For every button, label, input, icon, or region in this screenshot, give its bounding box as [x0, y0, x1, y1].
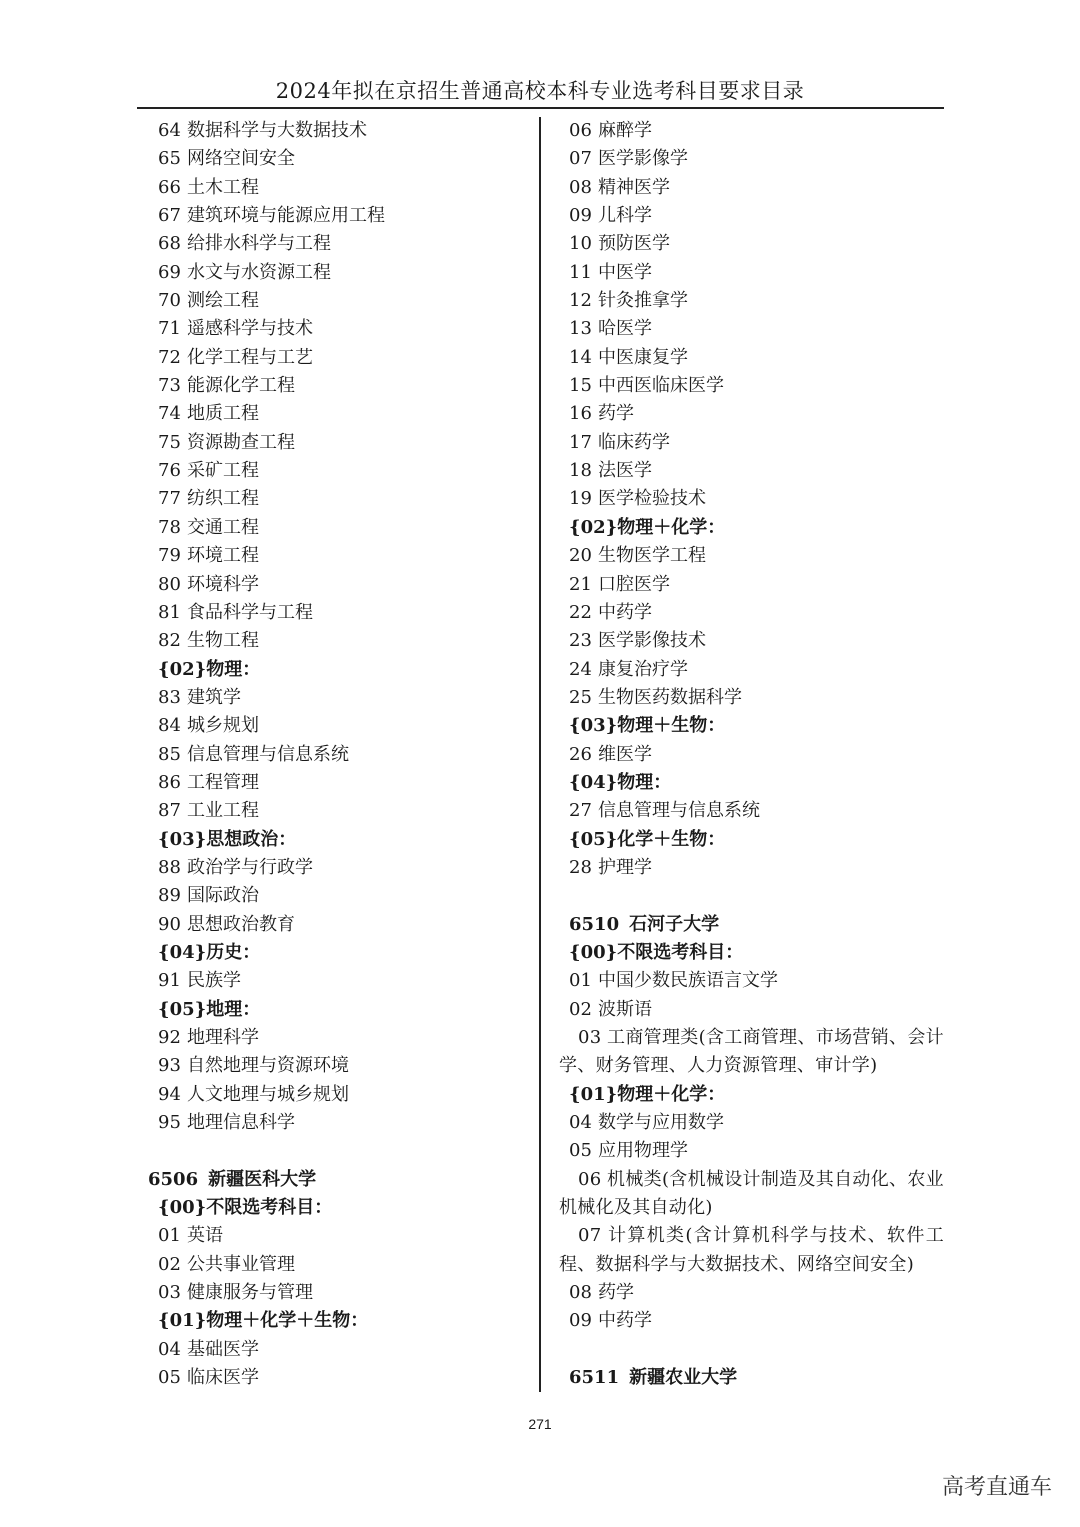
item-number: 73 [158, 375, 181, 397]
item-name: 城乡规划 [187, 715, 259, 737]
list-item [559, 854, 944, 882]
item-list [559, 797, 944, 825]
list-item [559, 1137, 944, 1165]
item-name: 建筑学 [187, 686, 241, 708]
item-name: 临床医学 [187, 1367, 259, 1389]
item-name: 地理信息科学 [187, 1112, 295, 1134]
list-item-wrapped [559, 1222, 944, 1279]
item-number: 78 [158, 516, 181, 538]
list-item [559, 1307, 944, 1335]
list-item [148, 882, 533, 910]
item-number: 13 [569, 318, 592, 340]
item-number: 65 [158, 148, 181, 170]
header-rule [137, 107, 944, 109]
item-name: 生物医药数据科学 [598, 686, 742, 708]
list-item [559, 684, 944, 712]
category-heading: {02}物理： [158, 658, 261, 680]
list-item [148, 174, 533, 202]
list-item [148, 542, 533, 570]
item-number: 79 [158, 545, 181, 567]
item-number: 11 [569, 261, 592, 283]
item-number: 08 [569, 1282, 592, 1304]
list-item [148, 287, 533, 315]
category-heading: {03}物理＋生物： [569, 715, 726, 737]
list-item [559, 400, 944, 428]
item-list [559, 967, 944, 1024]
list-item [559, 372, 944, 400]
item-name: 波斯语 [598, 998, 652, 1020]
item-number: 28 [569, 856, 592, 878]
category-heading: {05}地理： [158, 998, 261, 1020]
item-name: 中药学 [598, 601, 652, 623]
list-item [559, 315, 944, 343]
item-number: 93 [158, 1055, 181, 1077]
item-number: 15 [569, 375, 592, 397]
item-name: 数据科学与大数据技术 [187, 120, 367, 141]
item-name: 中医康复学 [598, 346, 688, 368]
school-code: 6511 [569, 1367, 620, 1389]
list-item [148, 1024, 533, 1052]
list-item [559, 117, 944, 145]
list-item [148, 967, 533, 995]
item-name: 环境科学 [187, 573, 259, 595]
item-name: 中医学 [598, 261, 652, 283]
list-item [148, 372, 533, 400]
item-list [559, 854, 944, 882]
item-name: 哈医学 [598, 318, 652, 340]
item-name: 计算机类(含计算机科学与技术、软件工程、数据科学与大数据技术、网络空间安全) [559, 1225, 944, 1275]
list-item [559, 1279, 944, 1307]
list-item [559, 627, 944, 655]
item-name: 工程管理 [187, 771, 259, 793]
category-heading: {04}历史： [158, 941, 261, 963]
item-number: 94 [158, 1083, 181, 1105]
list-item [148, 344, 533, 372]
item-name: 环境工程 [187, 545, 259, 567]
item-name: 英语 [187, 1225, 223, 1247]
list-item [559, 259, 944, 287]
list-item [148, 1109, 533, 1137]
list-item [559, 429, 944, 457]
item-name: 信息管理与信息系统 [187, 743, 349, 765]
item-number: 01 [569, 970, 592, 992]
category-heading: {05}化学＋生物： [569, 828, 726, 850]
list-item [559, 230, 944, 258]
list-item [148, 1222, 533, 1250]
item-number: 05 [158, 1367, 181, 1389]
list-item [148, 259, 533, 287]
list-item [148, 684, 533, 712]
list-item [559, 344, 944, 372]
list-item [148, 712, 533, 740]
left-column [148, 117, 533, 1392]
item-name: 医学检验技术 [598, 488, 706, 510]
item-number: 85 [158, 743, 181, 765]
item-name: 交通工程 [187, 516, 259, 538]
list-item [148, 117, 533, 145]
item-number: 07 [569, 148, 592, 170]
item-number: 84 [158, 715, 181, 737]
list-item [559, 1109, 944, 1137]
item-number: 17 [569, 431, 592, 453]
item-number: 07 [578, 1225, 602, 1247]
list-item [148, 854, 533, 882]
item-name: 公共事业管理 [187, 1253, 295, 1275]
item-number: 09 [569, 205, 592, 227]
item-number: 71 [158, 318, 181, 340]
list-item [148, 627, 533, 655]
item-list [559, 117, 944, 514]
category-heading: {01}物理＋化学： [569, 1083, 726, 1105]
school-name: 新疆农业大学 [629, 1367, 738, 1389]
item-name: 工商管理类(含工商管理、市场营销、会计学、财务管理、人力资源管理、审计学) [559, 1027, 944, 1077]
school-heading [559, 1364, 944, 1392]
category-heading: {00}不限选考科目： [158, 1197, 333, 1219]
item-number: 86 [158, 771, 181, 793]
item-name: 精神医学 [598, 176, 670, 198]
item-name: 医学影像技术 [598, 630, 706, 652]
item-number: 08 [569, 176, 592, 198]
item-name: 预防医学 [598, 233, 670, 255]
item-number: 87 [158, 800, 181, 822]
list-item [559, 797, 944, 825]
list-item [559, 967, 944, 995]
list-item [559, 145, 944, 173]
item-number: 95 [158, 1112, 181, 1134]
item-number: 83 [158, 686, 181, 708]
item-name: 儿科学 [598, 205, 652, 227]
category-heading: {03}思想政治： [158, 828, 297, 850]
item-name: 测绘工程 [187, 290, 259, 312]
list-item [148, 400, 533, 428]
item-name: 政治学与行政学 [187, 856, 313, 878]
item-number: 06 [569, 120, 592, 141]
item-name: 地理科学 [187, 1027, 259, 1048]
item-number: 20 [569, 545, 592, 567]
item-number: 26 [569, 743, 592, 765]
item-number: 22 [569, 601, 592, 623]
item-name: 中西医临床医学 [598, 375, 724, 397]
list-item-wrapped [559, 1166, 944, 1223]
item-number: 91 [158, 970, 181, 992]
list-item [148, 599, 533, 627]
list-item [148, 315, 533, 343]
item-list [148, 854, 533, 939]
item-list [148, 967, 533, 995]
page-number: 271 [528, 1416, 552, 1432]
list-item [148, 797, 533, 825]
item-name: 康复治疗学 [598, 658, 688, 680]
item-list [559, 542, 944, 712]
list-item [148, 1081, 533, 1109]
item-name: 工业工程 [187, 800, 259, 822]
item-name: 健康服务与管理 [187, 1282, 313, 1304]
list-item [559, 542, 944, 570]
item-name: 药学 [598, 1282, 634, 1304]
item-name: 应用物理学 [598, 1140, 688, 1162]
school-heading [148, 1166, 533, 1194]
list-item [148, 1251, 533, 1279]
item-number: 70 [158, 290, 181, 312]
item-number: 66 [158, 176, 181, 198]
list-item [148, 514, 533, 542]
page-header-title: 2024年拟在京招生普通高校本科专业选考科目要求目录 [275, 79, 805, 103]
item-number: 03 [158, 1282, 181, 1304]
item-list [559, 1279, 944, 1336]
list-item [559, 202, 944, 230]
list-item [148, 1336, 533, 1364]
item-list [559, 1109, 944, 1166]
item-number: 04 [569, 1112, 592, 1134]
item-name: 护理学 [598, 856, 652, 878]
spacer [559, 1336, 944, 1364]
item-name: 土木工程 [187, 176, 259, 198]
list-item [148, 911, 533, 939]
item-list [559, 741, 944, 769]
item-name: 思想政治教育 [187, 913, 295, 935]
list-item [559, 571, 944, 599]
item-number: 06 [578, 1168, 602, 1190]
item-number: 88 [158, 856, 181, 878]
school-name: 石河子大学 [629, 913, 720, 935]
list-item [559, 996, 944, 1024]
item-number: 74 [158, 403, 181, 425]
item-name: 食品科学与工程 [187, 601, 313, 623]
category-heading: {04}物理： [569, 771, 672, 793]
category-heading: {01}物理＋化学＋生物： [158, 1310, 369, 1332]
item-name: 给排水科学与工程 [187, 233, 331, 255]
item-number: 64 [158, 120, 181, 141]
list-item [148, 145, 533, 173]
list-item [148, 429, 533, 457]
item-number: 69 [158, 261, 181, 283]
item-number: 16 [569, 403, 592, 425]
list-item [148, 202, 533, 230]
item-number: 03 [578, 1027, 602, 1048]
item-name: 民族学 [187, 970, 241, 992]
item-name: 基础医学 [187, 1338, 259, 1360]
item-name: 遥感科学与技术 [187, 318, 313, 340]
item-name: 医学影像学 [598, 148, 688, 170]
item-name: 中药学 [598, 1310, 652, 1332]
item-name: 水文与水资源工程 [187, 261, 331, 283]
item-name: 中国少数民族语言文学 [598, 970, 778, 992]
item-number: 04 [158, 1338, 181, 1360]
item-name: 生物工程 [187, 630, 259, 652]
item-name: 法医学 [598, 460, 652, 482]
category-heading: {02}物理＋化学： [569, 516, 726, 538]
school-heading [559, 911, 944, 939]
item-number: 02 [158, 1253, 181, 1275]
list-item [148, 1279, 533, 1307]
item-name: 针灸推拿学 [598, 290, 688, 312]
item-list [148, 1222, 533, 1307]
list-item [148, 1052, 533, 1080]
list-item [148, 457, 533, 485]
school-code: 6510 [569, 913, 620, 935]
item-number: 76 [158, 460, 181, 482]
item-number: 24 [569, 658, 592, 680]
list-item [559, 174, 944, 202]
item-name: 临床药学 [598, 431, 670, 453]
item-name: 人文地理与城乡规划 [187, 1083, 349, 1105]
item-name: 口腔医学 [598, 573, 670, 595]
item-list [148, 1336, 533, 1393]
list-item [559, 287, 944, 315]
item-name: 数学与应用数学 [598, 1112, 724, 1134]
list-item [148, 571, 533, 599]
item-number: 80 [158, 573, 181, 595]
item-number: 92 [158, 1027, 181, 1048]
item-number: 67 [158, 205, 181, 227]
item-number: 23 [569, 630, 592, 652]
item-number: 09 [569, 1310, 592, 1332]
item-number: 81 [158, 601, 181, 623]
item-list [148, 1024, 533, 1137]
list-item [148, 769, 533, 797]
list-item-wrapped [559, 1024, 944, 1081]
column-divider [539, 117, 541, 1392]
item-name: 采矿工程 [187, 460, 259, 482]
item-number: 21 [569, 573, 592, 595]
item-number: 12 [569, 290, 592, 312]
item-name: 信息管理与信息系统 [598, 800, 760, 822]
item-number: 14 [569, 346, 592, 368]
list-item [559, 741, 944, 769]
item-name: 药学 [598, 403, 634, 425]
item-number: 05 [569, 1140, 592, 1162]
item-number: 72 [158, 346, 181, 368]
item-number: 01 [158, 1225, 181, 1247]
item-number: 82 [158, 630, 181, 652]
watermark-text: 高考直通车 [941, 1475, 1052, 1500]
item-name: 地质工程 [187, 403, 259, 425]
item-number: 02 [569, 998, 592, 1020]
item-number: 27 [569, 800, 592, 822]
right-column [559, 117, 944, 1392]
item-name: 维医学 [598, 743, 652, 765]
item-number: 25 [569, 686, 592, 708]
list-item [559, 656, 944, 684]
item-number: 89 [158, 885, 181, 907]
item-number: 18 [569, 460, 592, 482]
list-item [148, 485, 533, 513]
item-list [148, 117, 533, 656]
list-item [559, 485, 944, 513]
item-name: 纺织工程 [187, 488, 259, 510]
item-number: 90 [158, 913, 181, 935]
spacer [559, 882, 944, 910]
item-number: 68 [158, 233, 181, 255]
list-item [559, 599, 944, 627]
list-item [559, 457, 944, 485]
item-name: 国际政治 [187, 885, 259, 907]
item-name: 网络空间安全 [187, 148, 295, 170]
list-item [148, 1364, 533, 1392]
item-list [148, 684, 533, 826]
item-name: 建筑环境与能源应用工程 [187, 205, 385, 227]
item-name: 麻醉学 [598, 120, 652, 141]
item-name: 生物医学工程 [598, 545, 706, 567]
list-item [148, 741, 533, 769]
item-name: 能源化学工程 [187, 375, 295, 397]
item-number: 10 [569, 233, 592, 255]
item-name: 化学工程与工艺 [187, 346, 313, 368]
list-item [148, 230, 533, 258]
spacer [148, 1137, 533, 1165]
item-name: 自然地理与资源环境 [187, 1055, 349, 1077]
item-name: 资源勘查工程 [187, 431, 295, 453]
school-name: 新疆医科大学 [208, 1168, 317, 1190]
item-name: 机械类(含机械设计制造及其自动化、农业机械化及其自动化) [559, 1168, 944, 1219]
item-number: 75 [158, 431, 181, 453]
item-number: 77 [158, 488, 181, 510]
school-code: 6506 [148, 1168, 199, 1190]
category-heading: {00}不限选考科目： [569, 941, 744, 963]
item-number: 19 [569, 488, 592, 510]
